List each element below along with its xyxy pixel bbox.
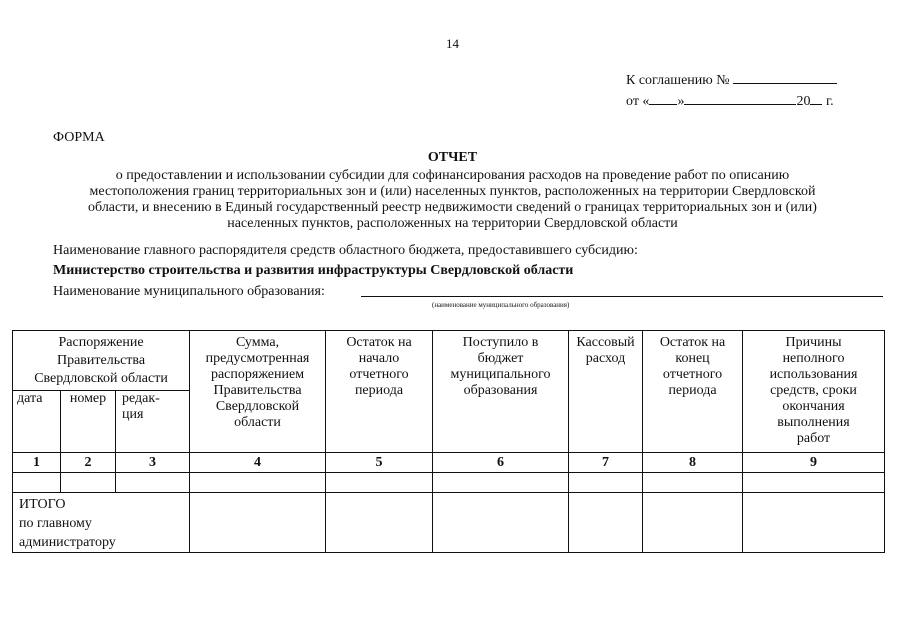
table-cell bbox=[433, 473, 569, 493]
municipality-hint: (наименование муниципального образования) bbox=[432, 301, 570, 309]
header-directive-line: Правительства bbox=[56, 353, 146, 368]
table-row bbox=[13, 473, 885, 493]
column-number: 3 bbox=[116, 453, 190, 473]
table-header-row bbox=[13, 331, 885, 391]
report-description-line: о предоставлении и использовании субсидии для софинансирования расходов на проведение работ по описанию bbox=[115, 168, 790, 183]
table-cell bbox=[569, 493, 643, 553]
table-cell bbox=[743, 493, 885, 553]
agreement-day-blank bbox=[649, 91, 677, 105]
column-number: 7 bbox=[569, 453, 643, 473]
table-cell bbox=[643, 473, 743, 493]
header-number: номер bbox=[61, 391, 116, 453]
report-title: ОТЧЕТ bbox=[427, 150, 478, 165]
total-label: ИТОГО по главному администратору bbox=[13, 493, 190, 553]
report-description-line: населенных пунктов, расположенных на территории Свердловской области bbox=[227, 216, 678, 231]
column-number: 2 bbox=[61, 453, 116, 473]
agreement-year-prefix: 20 bbox=[796, 94, 811, 109]
agreement-prefix: К соглашению № bbox=[626, 73, 730, 88]
header-date: дата bbox=[13, 391, 61, 453]
report-description-line: местоположения границ территориальных зон и (или) населенных пунктов, расположенных на территории Свердловской bbox=[89, 184, 816, 199]
table-cell bbox=[326, 493, 433, 553]
table-cell bbox=[116, 473, 190, 493]
header-received: Поступило в бюджет муниципального образования bbox=[433, 331, 569, 453]
agreement-month-blank bbox=[684, 91, 796, 105]
table-total-row bbox=[13, 493, 885, 553]
agreement-date-quote: » bbox=[677, 94, 685, 109]
header-directive-line: Распоряжение bbox=[58, 335, 144, 350]
table-cell bbox=[190, 473, 326, 493]
table-cell bbox=[190, 493, 326, 553]
agreement-number-blank bbox=[733, 70, 837, 84]
agreement-year-suffix: г. bbox=[825, 94, 834, 109]
header-amount: Сумма, предусмотренная распоряжением Правительства Свердловской области bbox=[190, 331, 326, 453]
page-number: 14 bbox=[446, 36, 459, 51]
report-description-line: области, и внесению в Единый государственный реестр недвижимости сведений о границах территориальных зон и (или) bbox=[88, 200, 817, 215]
ministry-name: Министерство строительства и развития инфраструктуры Свердловской области bbox=[53, 263, 574, 278]
header-cash-expense: Кассовый расход bbox=[569, 331, 643, 453]
column-number: 6 bbox=[433, 453, 569, 473]
table-cell bbox=[743, 473, 885, 493]
column-number: 1 bbox=[13, 453, 61, 473]
column-number: 5 bbox=[326, 453, 433, 473]
header-edition: редак- ция bbox=[116, 391, 190, 453]
header-directive-group bbox=[13, 331, 190, 391]
municipality-blank bbox=[361, 296, 883, 297]
table-cell bbox=[61, 473, 116, 493]
agreement-date-line bbox=[626, 91, 834, 110]
header-closing-balance: Остаток на конец отчетного периода bbox=[643, 331, 743, 453]
table-cell bbox=[326, 473, 433, 493]
header-directive-line: Свердловской области bbox=[34, 371, 168, 386]
table-cell bbox=[643, 493, 743, 553]
table-cell bbox=[13, 473, 61, 493]
form-label: ФОРМА bbox=[53, 130, 105, 145]
table-number-row bbox=[13, 453, 885, 473]
table-cell bbox=[433, 493, 569, 553]
agreement-date-prefix: от « bbox=[626, 94, 650, 109]
column-number: 4 bbox=[190, 453, 326, 473]
table-cell bbox=[569, 473, 643, 493]
agreement-number-line bbox=[626, 70, 837, 89]
report-table bbox=[12, 330, 885, 553]
agreement-year-blank bbox=[810, 91, 822, 105]
municipality-label: Наименование муниципального образования: bbox=[53, 284, 325, 299]
column-number: 8 bbox=[643, 453, 743, 473]
budget-manager-label: Наименование главного распорядителя средств областного бюджета, предоставившего субсидию: bbox=[53, 243, 638, 258]
column-number: 9 bbox=[743, 453, 885, 473]
header-reasons: Причины неполного использования средств, сроки окончания выполнения работ bbox=[743, 331, 885, 453]
header-opening-balance: Остаток на начало отчетного периода bbox=[326, 331, 433, 453]
